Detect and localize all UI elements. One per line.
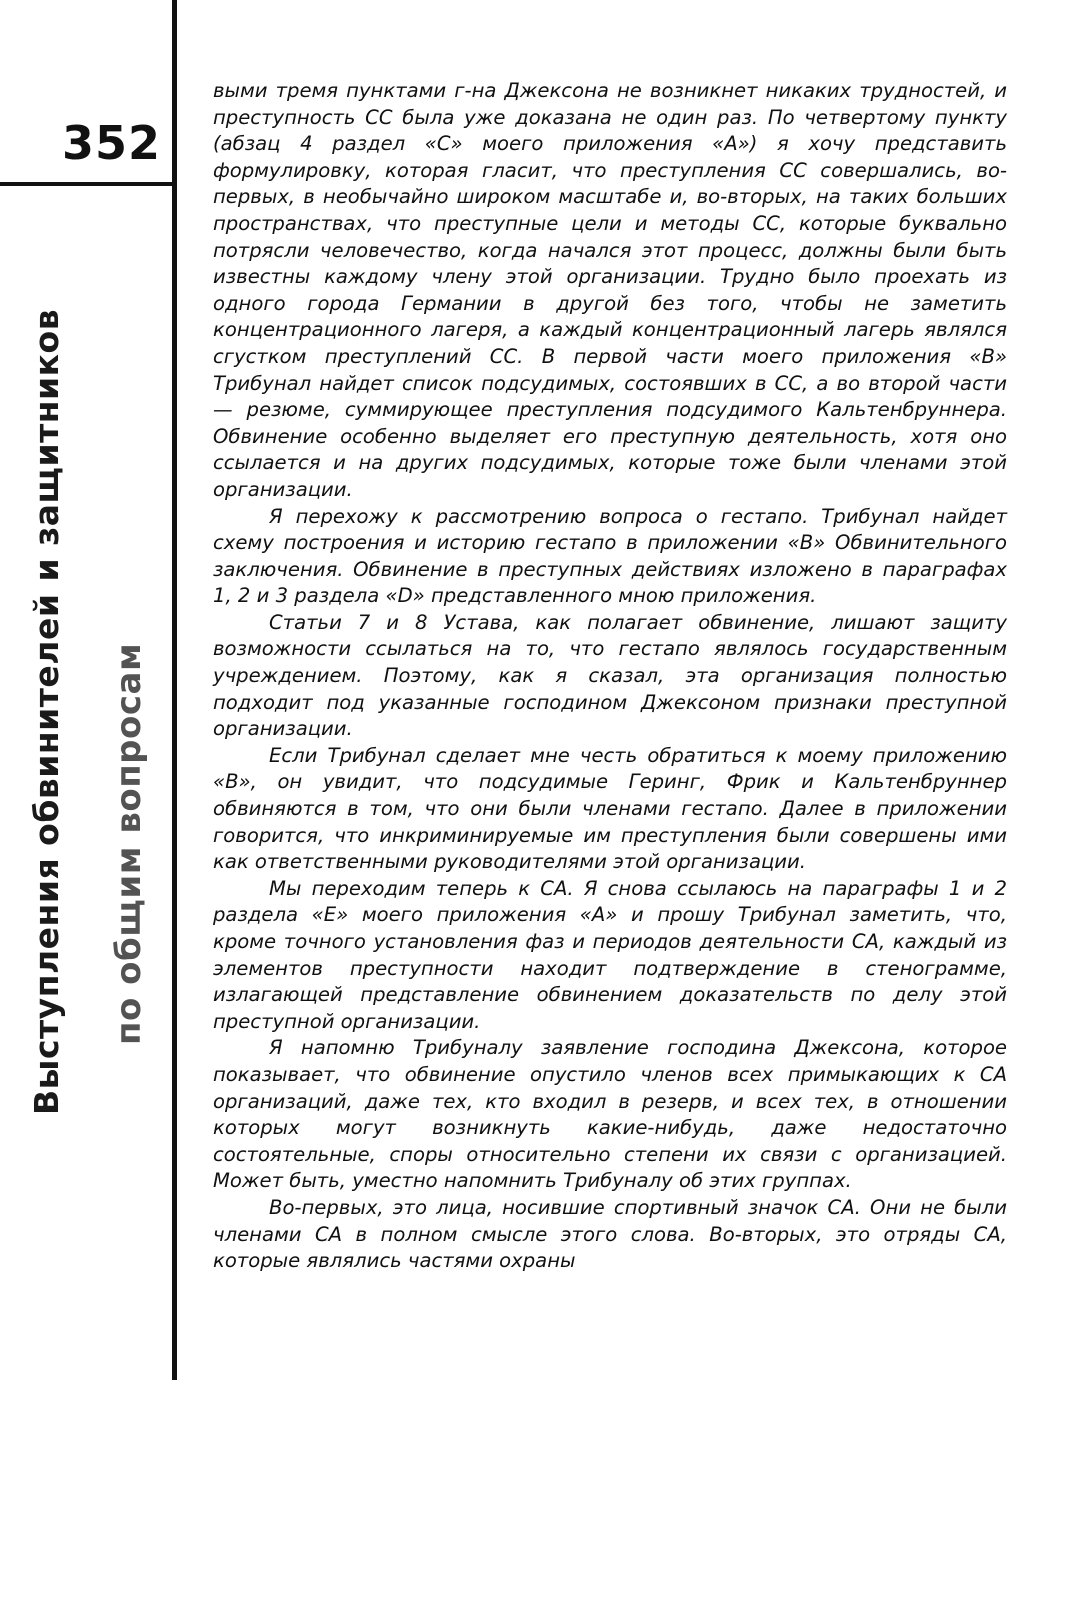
paragraph: Я напомню Трибуналу заявление господина Джексона, которое показывает, что обвинение опустило членов всех примыкающих к СА организаций, даже тех, кто входил в резерв, и всех тех, в отношении которых могут возникнуть какие-нибудь, даже недостаточно состоятельные, споры относительно степени их связи с организацией. Может быть, уместно напомнить Трибуналу об этих группах. [213, 1036, 1007, 1193]
paragraph: Я перехожу к рассмотрению вопроса о гестапо. Трибунал найдет схему построения и историю гестапо в приложении «В» Обвинительного заключения. Обвинение в преступных действиях изложено в параграфах 1, 2 и 3 раздела «D» представленного мною приложения. [213, 504, 1007, 608]
paragraph: Статьи 7 и 8 Устава, как полагает обвинение, лишают защиту возможности ссылаться на то, что гестапо являлось государственным учреждением. Поэтому, как я сказал, эта организация полностью подходит под указанные господином Джексоном признаки преступной организации. [213, 610, 1007, 741]
paragraph: выми тремя пунктами г-на Джексона не возникнет никаких трудностей, и преступность СС была уже доказана не один раз. По четвертому пункту (абзац 4 раздел «С» моего приложения «А») я хочу представить формулировку, которая гласит, что преступления СС совершались, во-первых, в необычайно широком масштабе и, во-вторых, на таких больших пространствах, что преступные цели и методы СС, которые буквально потрясли человечество, когда начался этот процесс, должны были быть известны каждому члену этой организации. Трудно было проехать из одного города Германии в другой без того, чтобы не заметить концентрационного лагеря, а каждый концентрационный лагерь являлся сгустком преступлений СС. В первой части моего приложения «В» Трибунал найдет список подсудимых, состоявших в СС, а во второй части — резюме, суммирующее преступления подсудимого Кальтенбруннера. Обвинение особенно выделяет его преступную деятельность, хотя оно ссылается и на других подсудимых, которые тоже были членами этой организации. [213, 79, 1007, 501]
main-text-column [213, 78, 1007, 1275]
margin-vertical-rule [172, 0, 177, 1380]
running-subtitle: по общим вопросам [109, 642, 149, 1045]
paragraph: Во-первых, это лица, носившие спортивный значок СА. Они не были членами СА в полном смысле этого слова. Во-вторых, это отряды СА, которые являлись частями охраны [213, 1195, 1007, 1273]
paragraph: Если Трибунал сделает мне честь обратиться к моему приложению «В», он увидит, что подсудимые Геринг, Фрик и Кальтенбруннер обвиняются в том, что они были членами гестапо. Далее в приложении говорится, что инкриминируемые им преступления были совершены ими как ответственными руководителями этой организации. [213, 743, 1007, 874]
page-number: 352 [62, 116, 162, 170]
page-number-underline [0, 182, 177, 186]
running-title: Выступления обвинителей и защитников [27, 308, 66, 1115]
paragraph: Мы переходим теперь к СА. Я снова ссылаюсь на параграфы 1 и 2 раздела «Е» моего приложения «А» и прошу Трибунал заметить, что, кроме точного установления фаз и периодов деятельности СА, каждый из элементов преступности находит подтверждение в стенограмме, излагающей представление обвинением доказательств по делу этой преступной организации. [213, 876, 1007, 1033]
